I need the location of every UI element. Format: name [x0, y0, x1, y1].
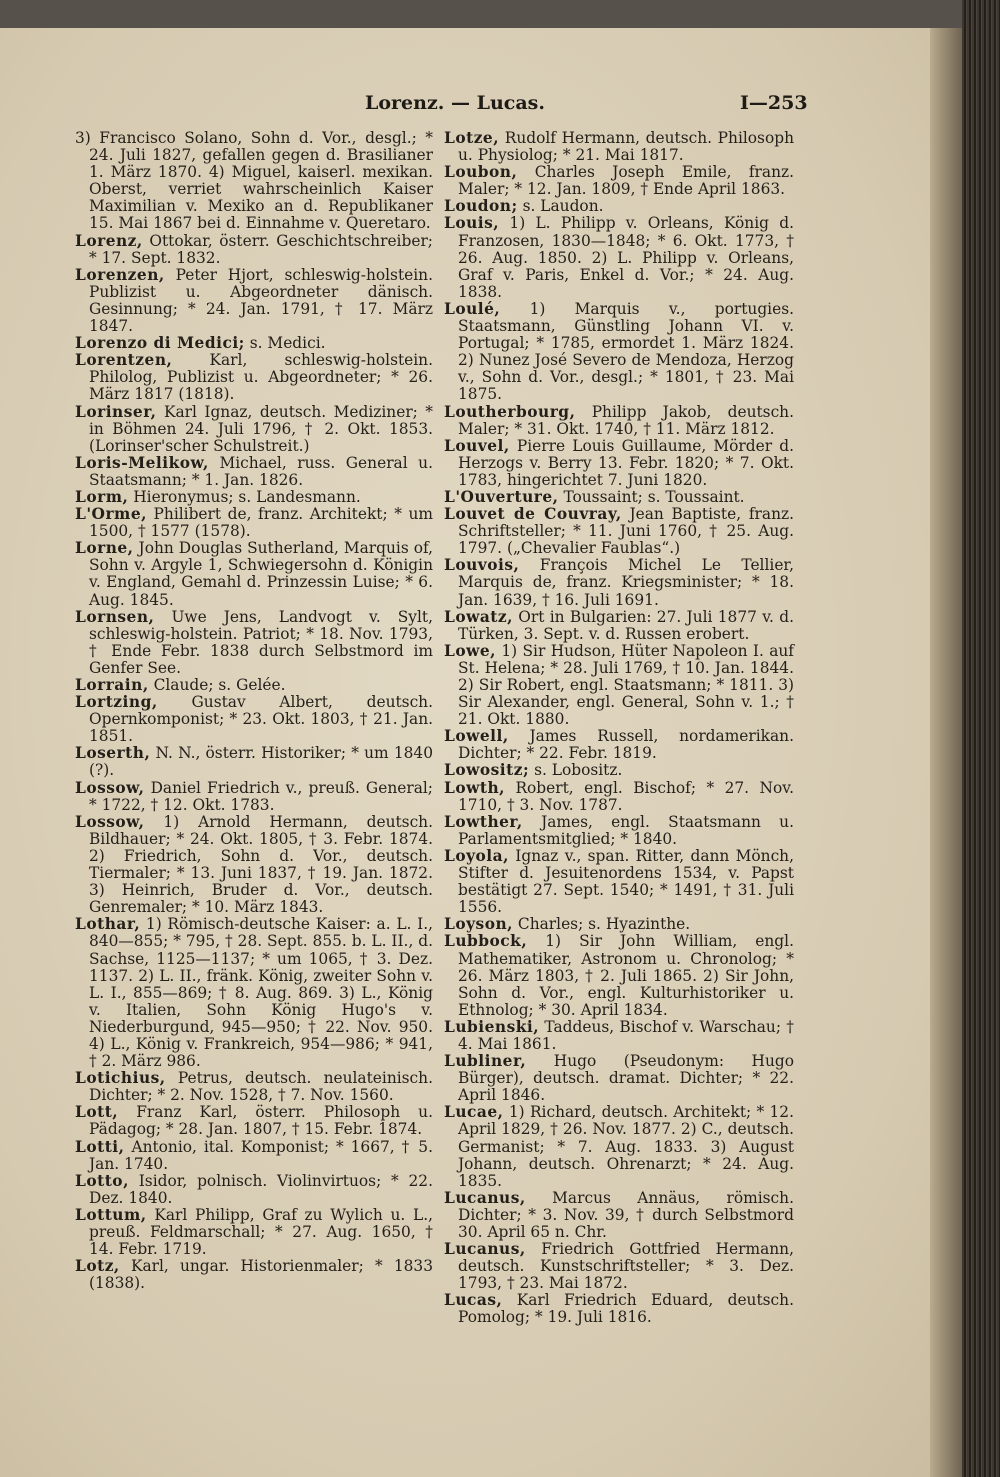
entry-headword: Lowth,: [444, 778, 505, 797]
entry-headword: Lowositz;: [444, 761, 530, 780]
entry-text: Charles Joseph Emile, franz. Maler; * 12. Jan. 1809, † Ende April 1863.: [458, 163, 794, 199]
dictionary-entry: [75, 352, 433, 403]
entry-text: Michael, russ. General u. Staatsmann; * 1. Jan. 1826.: [89, 453, 433, 489]
entry-headword: Loulé,: [444, 299, 501, 318]
entry-text: Ottokar, österr. Geschichtschreiber; * 17. Sept. 1832.: [89, 231, 433, 267]
book-gutter: [930, 28, 962, 1477]
dictionary-entry: [75, 814, 433, 917]
entry-text: Karl Philipp, Graf zu Wylich u. L., preuß. Feldmarschall; * 27. Aug. 1650, † 14. Febr. 1719.: [89, 1205, 433, 1259]
entry-headword: Lowell,: [444, 727, 509, 746]
dictionary-entry: [444, 1292, 794, 1326]
entry-text: Karl, schleswig-holstein. Philolog, Publizist u. Abgeordneter; * 26. März 1817 (1818).: [89, 351, 433, 404]
left-column: [75, 130, 433, 1292]
entry-headword: Lowatz,: [444, 607, 514, 626]
dictionary-entry: [444, 404, 794, 438]
entry-text: Franz Karl, österr. Philosoph u. Pädagog; * 28. Jan. 1807, † 15. Febr. 1874.: [89, 1103, 433, 1139]
entry-text: Isidor, polnisch. Violinvirtuos; * 22. Dez. 1840.: [89, 1171, 433, 1207]
dictionary-entry: [444, 609, 794, 643]
dictionary-entry: [75, 745, 433, 779]
entry-text: 1) Römisch-deutsche Kaiser: a. L. I., 840—855; * 795, † 28. Sept. 855. b. L. II., d. Sachse, 1125—1137; * um 1065, † 3. Dez. 1137. 2) L. II., fränk. König, zweiter Sohn v. L. I., 855—869; † 8. Aug. 869. 3) L., König v. Italien, Sohn König Hugo's v. Niederburgund, 945—950; † 22. Nov. 950. 4) L., König v. Frankreich, 954—986; * 941, † 2. März 986.: [89, 915, 433, 1071]
dictionary-entry: [75, 1258, 433, 1292]
dictionary-entry: [444, 728, 794, 762]
page-number: I—253: [740, 92, 808, 114]
dictionary-entry: [444, 215, 794, 300]
dictionary-entry: [75, 130, 433, 233]
entry-headword: Lucanus,: [444, 1188, 526, 1207]
dictionary-entry: [444, 1104, 794, 1189]
right-column: [444, 130, 794, 1327]
entry-text: Gustav Albert, deutsch. Opernkomponist; * 23. Okt. 1803, † 21. Jan. 1851.: [89, 693, 433, 746]
entry-text: s. Medici.: [249, 334, 326, 353]
dictionary-entry: [444, 489, 794, 506]
dictionary-entry: [444, 164, 794, 198]
entry-headword: Lott,: [75, 1103, 119, 1122]
entry-text: Ignaz v., span. Ritter, dann Mönch, Stifter d. Jesuitenordens 1534, v. Papst bestätigt 27. Sept. 1540; * 1491, † 31. Juli 1556.: [458, 846, 794, 917]
entry-text: Philibert de, franz. Architekt; * um 1500, † 1577 (1578).: [89, 505, 433, 541]
entry-headword: Lorentzen,: [75, 351, 173, 370]
entry-text: Pierre Louis Guillaume, Mörder d. Herzogs v. Berry 13. Febr. 1820; * 7. Okt. 1783, hingerichtet 7. Juni 1820.: [458, 436, 794, 489]
dictionary-entry: [444, 814, 794, 848]
dictionary-entry: [444, 130, 794, 164]
entry-headword: Lotti,: [75, 1137, 125, 1156]
entry-text: Ort in Bulgarien: 27. Juli 1877 v. d. Türken, 3. Sept. v. d. Russen erobert.: [458, 607, 794, 643]
dictionary-entry: [444, 1241, 794, 1292]
entry-text: Philipp Jakob, deutsch. Maler; * 31. Okt. 1740, † 11. März 1812.: [458, 402, 794, 438]
entry-headword: Lossow,: [75, 812, 145, 831]
entry-text: 1) Sir Hudson, Hüter Napoleon I. auf St. Helena; * 28. Juli 1769, † 10. Jan. 1844. 2) Sir Robert, engl. Staatsmann; * 1811. 3) Sir Alexander, engl. General, Sohn v. 1.; † 21. Okt. 1880.: [458, 641, 794, 729]
entry-text: François Michel Le Tellier, Marquis de, franz. Kriegsminister; * 18. Jan. 1639, † 16. Juli 1691.: [458, 556, 794, 609]
entry-headword: Loserth,: [75, 744, 151, 763]
entry-headword: Lotto,: [75, 1171, 129, 1190]
entry-headword: Loris-Melikow,: [75, 453, 209, 472]
dictionary-entry: [444, 916, 794, 933]
entry-text: Peter Hjort, schleswig-holstein. Publizist u. Abgeordneter dänisch. Gesinnung; * 24. Jan. 1791, † 17. März 1847.: [89, 265, 433, 336]
entry-headword: Lorenzen,: [75, 265, 165, 284]
entry-headword: L'Orme,: [75, 505, 147, 524]
entry-text: N. N., österr. Historiker; * um 1840 (?).: [89, 744, 433, 780]
dictionary-entry: [75, 1139, 433, 1173]
entry-text: James Russell, nordamerikan. Dichter; * 22. Febr. 1819.: [458, 727, 794, 763]
dictionary-entry: [444, 762, 794, 779]
dictionary-entry: [75, 455, 433, 489]
entry-text: Hugo (Pseudonym: Hugo Bürger), deutsch. dramat. Dichter; * 22. April 1846.: [458, 1052, 794, 1105]
entry-headword: Lorrain,: [75, 676, 149, 694]
entry-headword: Lubienski,: [444, 1017, 540, 1036]
entry-text: Karl, ungar. Historienmaler; * 1833 (1838).: [89, 1257, 433, 1293]
entry-headword: Lubbock,: [444, 932, 528, 951]
entry-headword: Lucas,: [444, 1291, 503, 1310]
entry-headword: Lottum,: [75, 1205, 147, 1224]
running-header: [60, 92, 820, 116]
entry-headword: Lowe,: [444, 641, 496, 660]
dictionary-entry: [75, 609, 433, 677]
dictionary-entry: [444, 557, 794, 608]
entry-headword: Louvois,: [444, 556, 520, 575]
entry-headword: Loyson,: [444, 915, 514, 934]
dictionary-entry: [444, 1019, 794, 1053]
entry-text: Toussaint; s. Toussaint.: [563, 487, 745, 506]
entry-text: Karl Ignaz, deutsch. Mediziner; * in Böhmen 24. Juli 1796, † 2. Okt. 1853. (Lorinser'scher Schulstreit.): [89, 402, 433, 455]
entry-headword: Lothar,: [75, 915, 141, 934]
dictionary-entry: [75, 335, 433, 352]
entry-headword: Loubon,: [444, 163, 518, 182]
dictionary-entry: [75, 1207, 433, 1258]
dictionary-entry: [444, 301, 794, 404]
entry-text: s. Laudon.: [522, 197, 604, 216]
page-edges: [962, 0, 1000, 1477]
dictionary-entry: [75, 1104, 433, 1138]
entry-text: Petrus, deutsch. neulateinisch. Dichter; * 2. Nov. 1528, † 7. Nov. 1560.: [89, 1069, 433, 1105]
entry-headword: Loutherbourg,: [444, 402, 576, 421]
entry-text: Jean Baptiste, franz. Schriftsteller; * 11. Juni 1760, † 25. Aug. 1797. („Chevalier Faublas“.): [458, 505, 794, 558]
entry-headword: L'Ouverture,: [444, 487, 559, 506]
dictionary-entry: [75, 540, 433, 608]
entry-text: Uwe Jens, Landvogt v. Sylt, schleswig-holstein. Patriot; * 18. Nov. 1793, † Ende Febr. 1838 durch Selbstmord im Genfer See.: [89, 607, 433, 677]
dictionary-entry: [444, 848, 794, 916]
dictionary-entry: [444, 643, 794, 728]
entry-headword: Lornsen,: [75, 607, 155, 626]
dictionary-entry: [444, 438, 794, 489]
entry-headword: Loyola,: [444, 846, 509, 865]
entry-headword: Lotichius,: [75, 1069, 166, 1088]
entry-headword: Louvel,: [444, 436, 510, 455]
entry-headword: Louis,: [444, 214, 500, 233]
dictionary-entry: [444, 198, 794, 215]
dictionary-entry: [75, 916, 433, 1070]
entry-text: Charles; s. Hyazinthe.: [517, 915, 691, 934]
entry-text: John Douglas Sutherland, Marquis of, Sohn v. Argyle 1, Schwiegersohn d. Königin v. England, Gemahl d. Prinzessin Luise; * 6. Aug. 1845.: [89, 539, 433, 609]
entry-text: 1) L. Philipp v. Orleans, König d. Franzosen, 1830—1848; * 6. Okt. 1773, † 26. Aug. 1850. 2) L. Philipp v. Orleans, Graf v. Paris, Enkel d. Vor.; * 24. Aug. 1838.: [458, 214, 794, 301]
dictionary-entry: [444, 933, 794, 1018]
entry-text: Marcus Annäus, römisch. Dichter; * 3. Nov. 39, † durch Selbstmord 30. April 65 n. Chr.: [458, 1188, 794, 1241]
entry-headword: Louvet de Couvray,: [444, 505, 622, 524]
dictionary-entry: [75, 1070, 433, 1104]
entry-headword: Lucae,: [444, 1103, 504, 1122]
dictionary-entry: [75, 694, 433, 745]
entry-headword: Lorenzo di Medici;: [75, 334, 245, 353]
entry-text: Robert, engl. Bischof; * 27. Nov. 1710, † 3. Nov. 1787.: [458, 778, 794, 814]
entry-text: James, engl. Staatsmann u. Parlamentsmitglied; * 1840.: [458, 812, 794, 848]
entry-headword: Lotz,: [75, 1257, 120, 1276]
running-title: Lorenz. — Lucas.: [365, 92, 545, 114]
entry-text: s. Lobositz.: [534, 761, 623, 780]
dictionary-entry: [75, 506, 433, 540]
dictionary-entry: [75, 677, 433, 694]
entry-headword: Lorinser,: [75, 402, 157, 421]
entry-text: Rudolf Hermann, deutsch. Philosoph u. Physiolog; * 21. Mai 1817.: [458, 129, 794, 165]
dictionary-entry: [75, 404, 433, 455]
entry-headword: Lowther,: [444, 812, 523, 831]
entry-headword: Lotze,: [444, 129, 500, 147]
entry-text: 1) Sir John William, engl. Mathematiker, Astronom u. Chronolog; * 26. März 1803, † 2. Juli 1865. 2) Sir John, Sohn d. Vor., engl. Kulturhistoriker u. Ethnolog; * 30. April 1834.: [458, 932, 794, 1019]
dictionary-entry: [444, 506, 794, 557]
entry-headword: Lossow,: [75, 778, 145, 797]
entry-headword: Lorm,: [75, 487, 129, 506]
entry-headword: Loudon;: [444, 197, 518, 216]
entry-text: 1) Marquis v., portugies. Staatsmann, Günstling Johann VI. v. Portugal; * 1785, ermordet 1. März 1824. 2) Nunez José Severo de Mendoza, Herzog v., Sohn d. Vor., desgl.; * 1801, † 23. Mai 1875.: [458, 299, 794, 404]
entry-text: 3) Francisco Solano, Sohn d. Vor., desgl.; * 24. Juli 1827, gefallen gegen d. Brasilianer 1. März 1870. 4) Miguel, kaiserl. mexikan. Oberst, verriet wahrscheinlich Kaiser Maximilian v. Mexiko an d. Republikaner 15. Mai 1867 bei d. Einnahme v. Queretaro.: [75, 129, 433, 233]
dictionary-entry: [75, 267, 433, 335]
entry-text: Karl Friedrich Eduard, deutsch. Pomolog; * 19. Juli 1816.: [458, 1291, 794, 1327]
entry-text: 1) Richard, deutsch. Architekt; * 12. April 1829, † 26. Nov. 1877. 2) C., deutsch. Germanist; * 7. Aug. 1833. 3) August Johann, deutsch. Ohrenarzt; * 24. Aug. 1835.: [458, 1103, 794, 1190]
entry-headword: Lorenz,: [75, 231, 143, 250]
dictionary-entry: [75, 1173, 433, 1207]
dictionary-entry: [444, 780, 794, 814]
entry-headword: Lucanus,: [444, 1240, 526, 1259]
entry-headword: Lubliner,: [444, 1052, 527, 1071]
entry-text: Antonio, ital. Komponist; * 1667, † 5. Jan. 1740.: [89, 1137, 433, 1173]
dictionary-entry: [444, 1053, 794, 1104]
dictionary-entry: [75, 780, 433, 814]
entry-headword: Lortzing,: [75, 693, 158, 712]
entry-text: Friedrich Gottfried Hermann, deutsch. Kunstschriftsteller; * 3. Dez. 1793, † 23. Mai 1872.: [458, 1240, 794, 1293]
page-top-edge: [0, 0, 962, 28]
dictionary-entry: [75, 233, 433, 267]
entry-text: 1) Arnold Hermann, deutsch. Bildhauer; * 24. Okt. 1805, † 3. Febr. 1874. 2) Friedrich, Sohn d. Vor., deutsch. Tiermaler; * 13. Juni 1837, † 19. Jan. 1872. 3) Heinrich, Bruder d. Vor., deutsch. Genremaler; * 10. März 1843.: [89, 812, 433, 917]
entry-text: Hieronymus; s. Landesmann.: [133, 487, 361, 506]
dictionary-entry: [75, 489, 433, 506]
entry-text: Daniel Friedrich v., preuß. General; * 1722, † 12. Okt. 1783.: [89, 778, 433, 814]
entry-text: Claude; s. Gelée.: [153, 676, 286, 694]
entry-headword: Lorne,: [75, 539, 134, 558]
dictionary-entry: [444, 1190, 794, 1241]
entry-text: Taddeus, Bischof v. Warschau; † 4. Mai 1861.: [458, 1017, 794, 1053]
